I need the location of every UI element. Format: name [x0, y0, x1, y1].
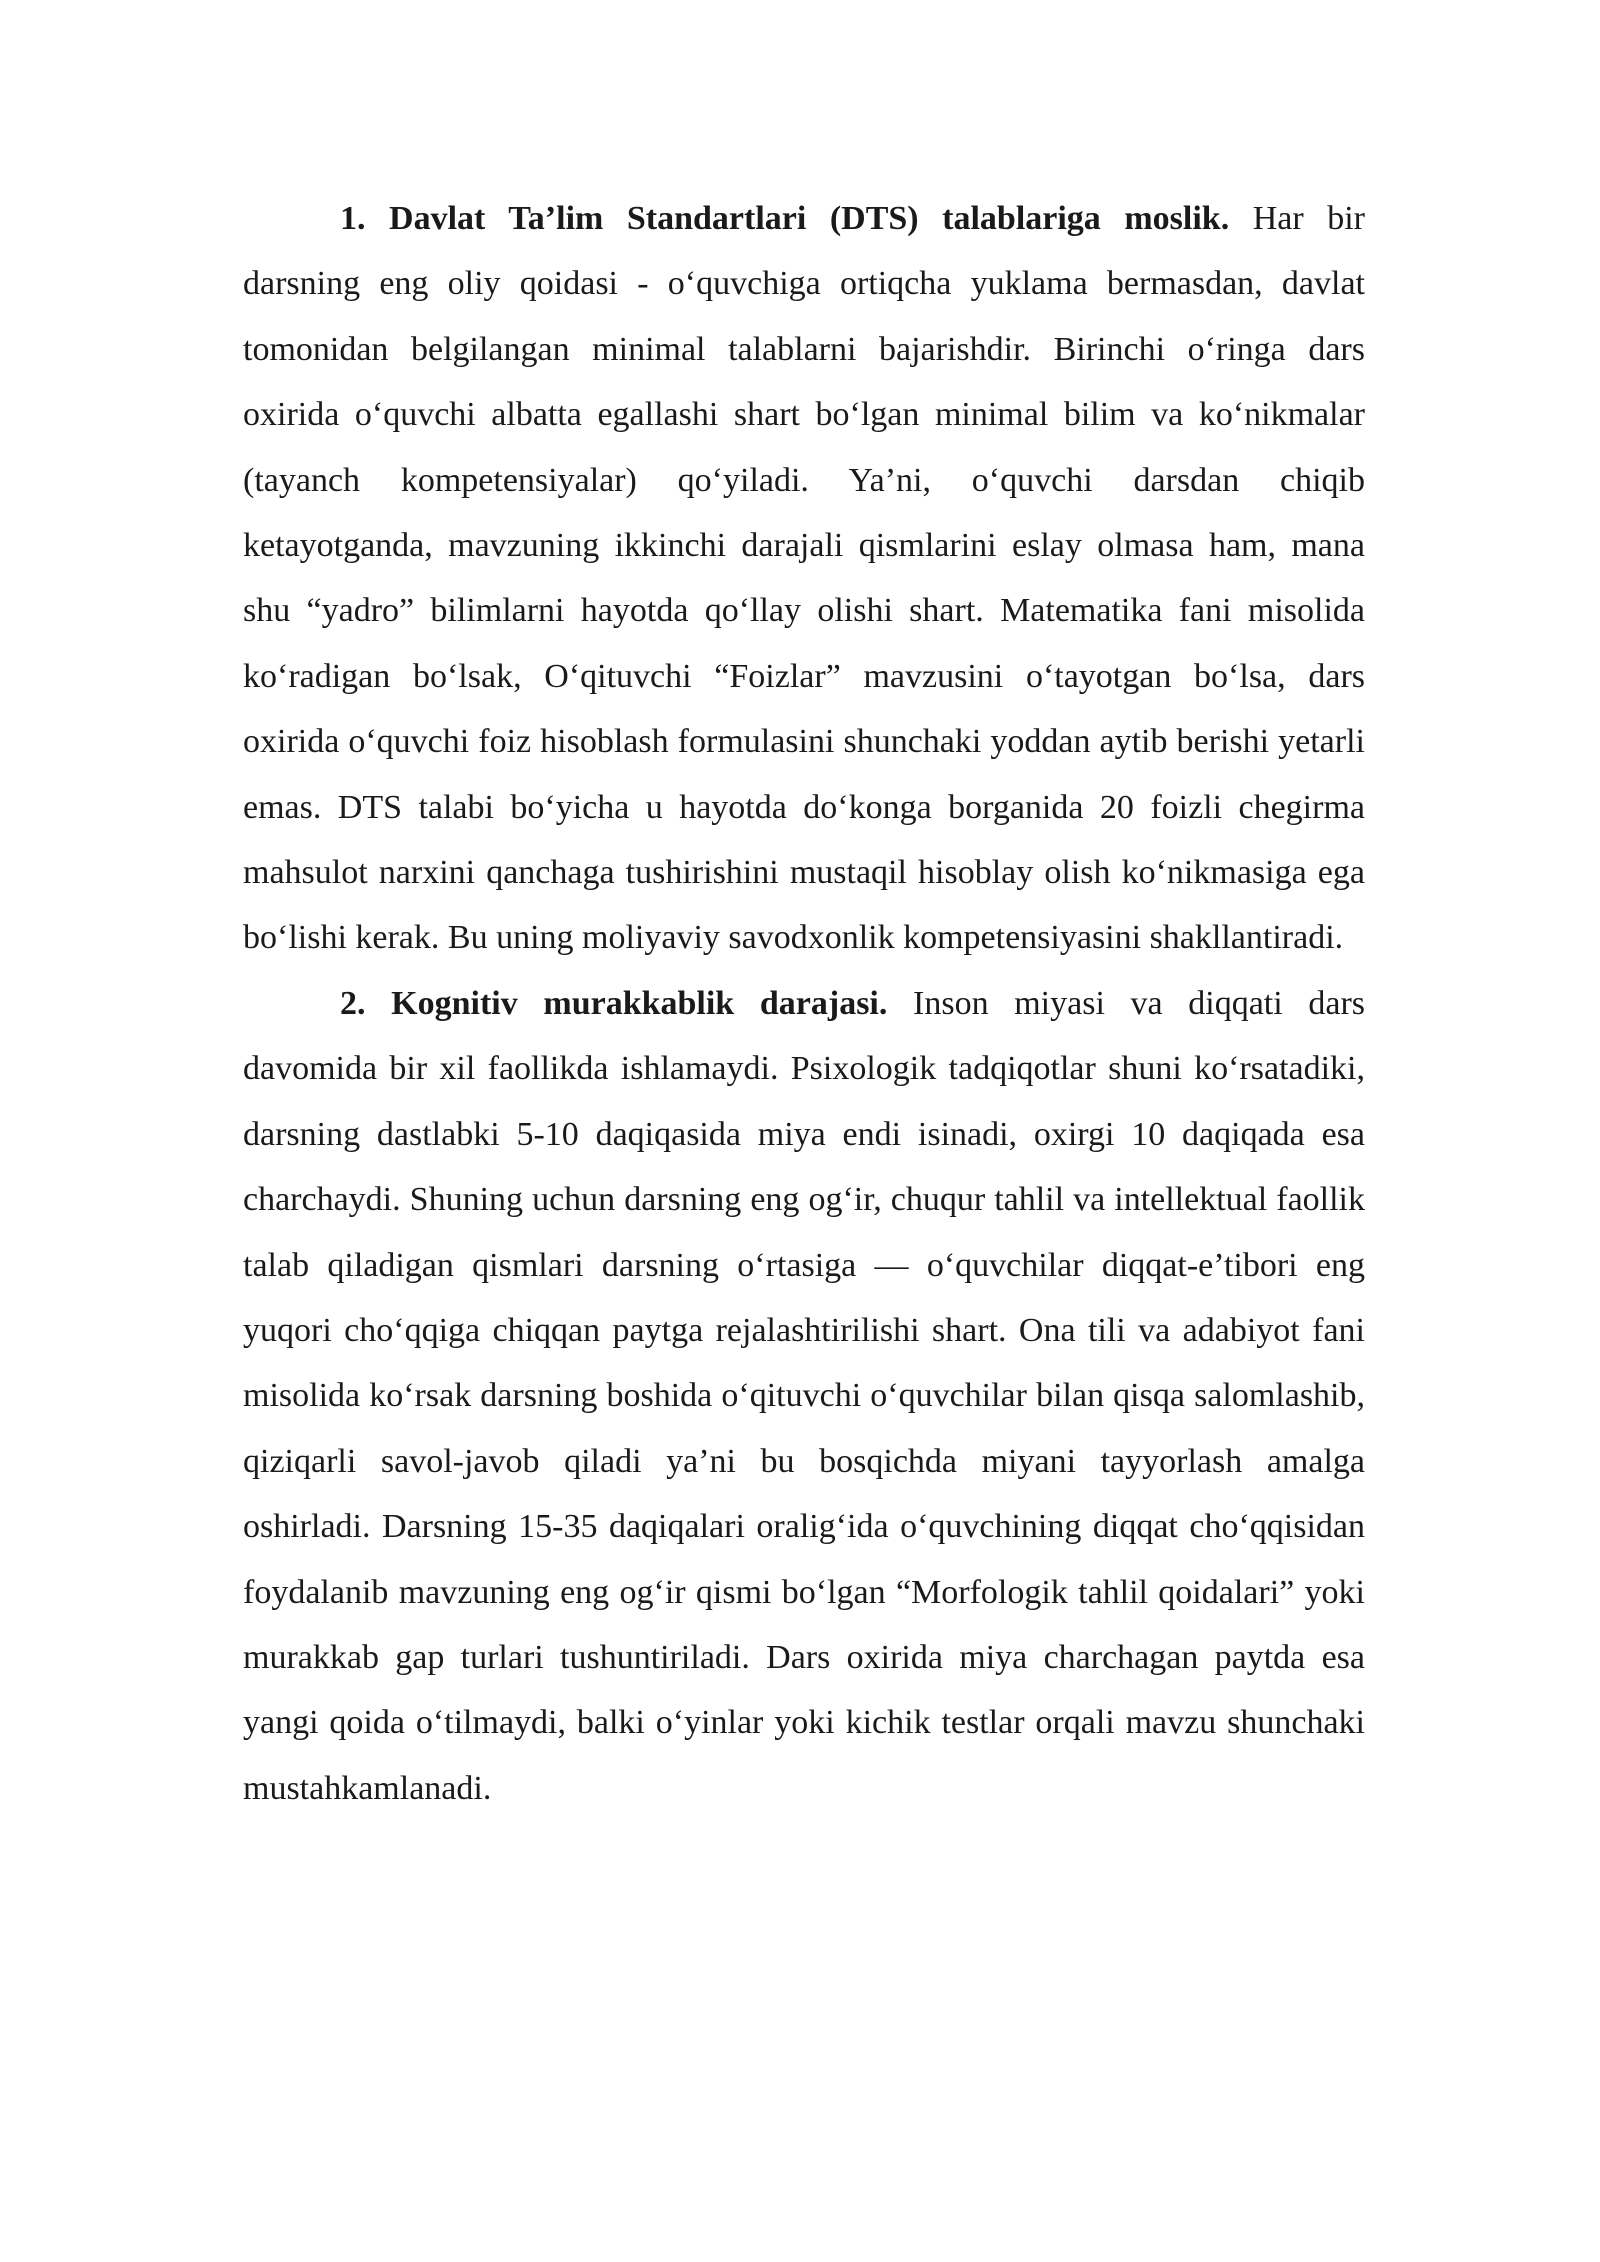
- paragraph-heading: 1. Davlat Ta’lim Standartlari (DTS) talablariga moslik.: [340, 200, 1230, 237]
- document-body: [243, 186, 1365, 1821]
- paragraph-heading: 2. Kognitiv murakkablik darajasi.: [340, 984, 888, 1022]
- paragraph-text: Inson miyasi va diqqati dars davomida bir xil faollikda ishlamaydi. Psixologik tadqiqotlar shuni ko‘rsatadiki, darsning dastlabki 5-10 daqiqasida miya endi isinadi, oxirgi 10 daqiqada esa charchaydi. Shuning uchun darsning eng og‘ir, chuqur tahlil va intellektual faollik talab qiladigan qismlari darsning o‘rtasiga — o‘quvchilar diqqat-e’tibori eng yuqori cho‘qqiga chiqqan paytga rejalashtirilishi shart. Ona tili va adabiyot fani misolida ko‘rsak darsning boshida o‘qituvchi o‘quvchilar bilan qisqa salomlashib, qiziqarli savol-javob qiladi ya’ni bu bosqichda miyani tayyorlash amalga oshirladi. Darsning 15-35 daqiqalari oralig‘ida o‘quvchining diqqat cho‘qqisidan foydalanib mavzuning eng og‘ir qismi bo‘lgan “Morfologik tahlil qoidalari” yoki murakkab gap turlari tushuntiriladi. Dars oxirida miya charchagan paytda esa yangi qoida o‘tilmaydi, balki o‘yinlar yoki kichik testlar orqali mavzu shunchaki mustahkamlanadi.: [243, 984, 1365, 1807]
- paragraph-cognitive-complexity: [243, 971, 1365, 1821]
- paragraph-text: Har bir darsning eng oliy qoidasi - o‘quvchiga ortiqcha yuklama bermasdan, davlat tomonidan belgilangan minimal talablarni bajarishdir. Birinchi o‘ringa dars oxirida o‘quvchi albatta egallashi shart bo‘lgan minimal bilim va ko‘nikmalar (tayanch kompetensiyalar) qo‘yiladi. Ya’ni, o‘quvchi darsdan chiqib ketayotganda, mavzuning ikkinchi darajali qismlarini eslay olmasa ham, mana shu “yadro” bilimlarni hayotda qo‘llay olishi shart. Matematika fani misolida ko‘radigan bo‘lsak, O‘qituvchi “Foizlar” mavzusini o‘tayotgan bo‘lsa, dars oxirida o‘quvchi foiz hisoblash formulasini shunchaki yoddan aytib berishi yetarli emas. DTS talabi bo‘yicha u hayotda do‘konga borganida 20 foizli chegirma mahsulot narxini qanchaga tushirishini mustaqil hisoblay olish ko‘nikmasiga ega bo‘lishi kerak. Bu uning moliyaviy savodxonlik kompetensiyasini shakllantiradi.: [243, 200, 1365, 957]
- paragraph-dts-standards: [243, 186, 1365, 971]
